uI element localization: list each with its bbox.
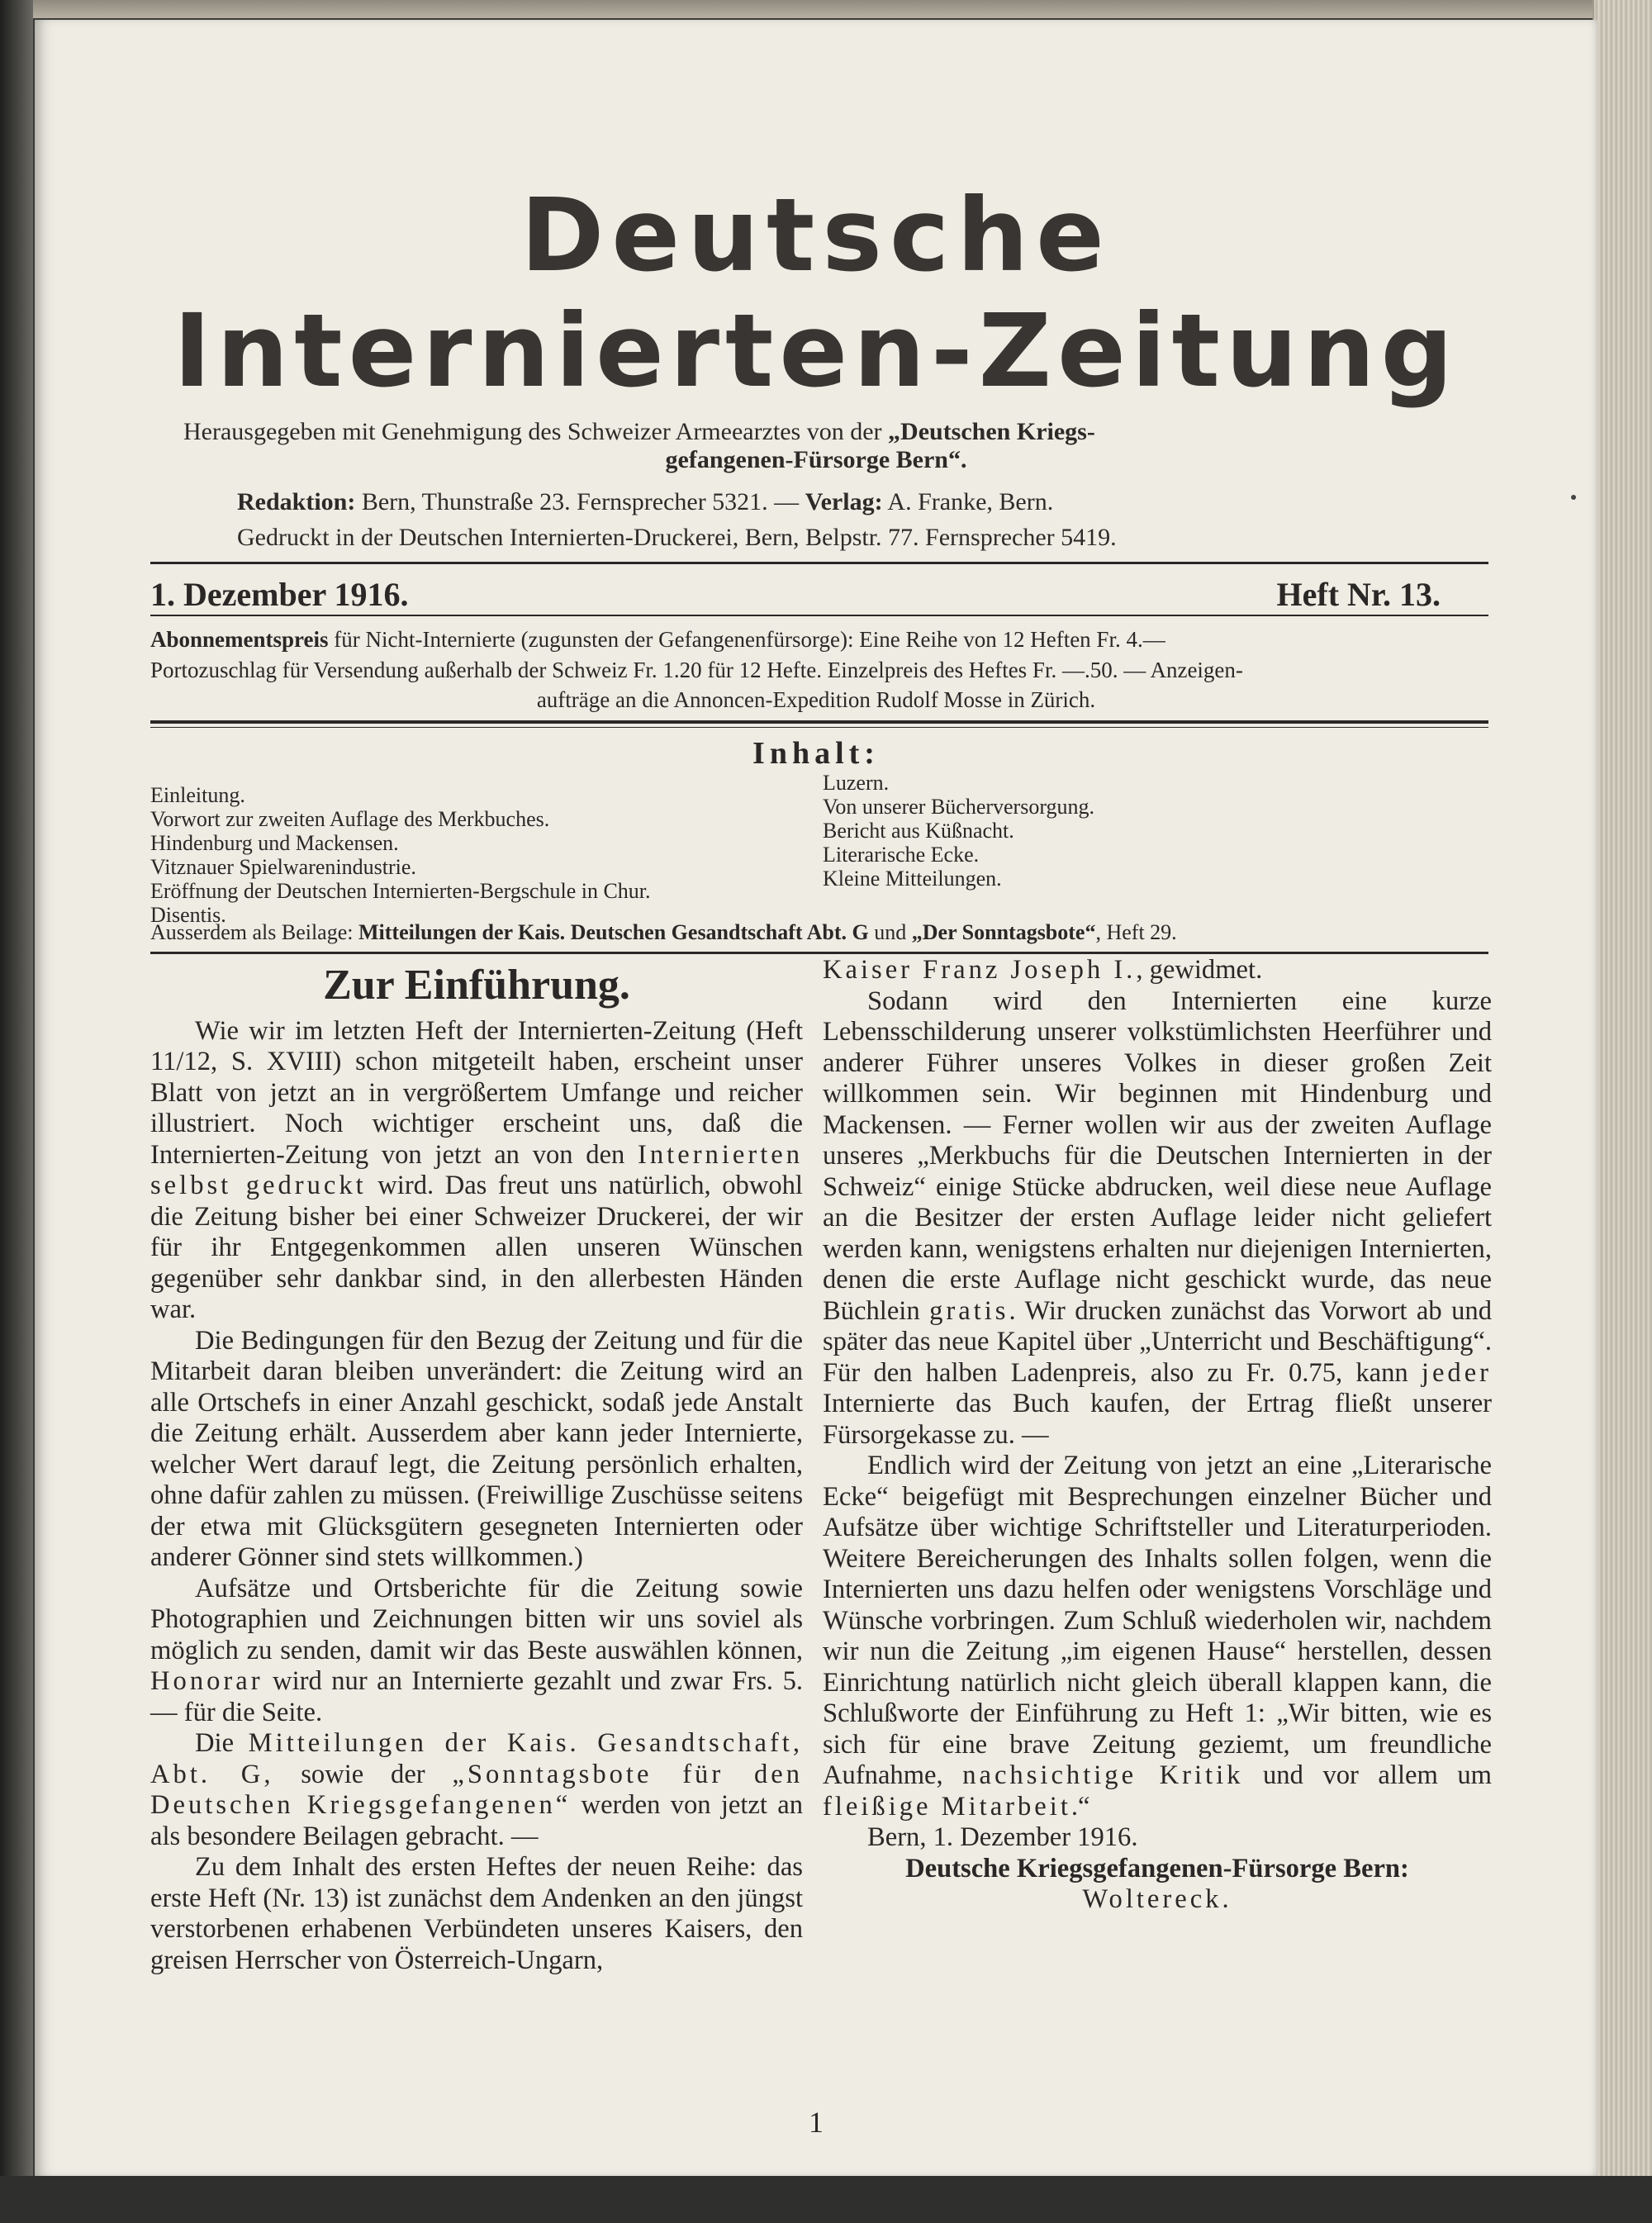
article-paragraph — [150, 1728, 803, 1852]
subscription-line2: Portozuschlag für Versendung außerhalb der Schweiz Fr. 1.20 für 12 Hefte. Einzelpreis des Heftes Fr. —.50. — Anzeigen- — [150, 658, 1243, 682]
supplement-line — [150, 920, 1177, 944]
toc-item: Eröffnung der Deutschen Internierten-Bergschule in Chur. — [150, 879, 651, 903]
publisher-line2: gefangenen-Fürsorge Bern“. — [665, 446, 967, 473]
article-dateline: Bern, 1. Dezember 1916. — [867, 1822, 1138, 1852]
book-top-edge — [0, 0, 1652, 18]
rule-contents-top — [150, 720, 1488, 724]
article-title: Zur Einführung. — [323, 962, 630, 1009]
text: Internierte das Buch kaufen, der Ertrag fließt unserer Fürsorgekasse zu. — — [823, 1389, 1492, 1450]
publisher-text: Herausgegeben mit Genehmigung des Schweizer Armeearztes von der — [183, 418, 889, 445]
emphasis: Honorar — [150, 1666, 263, 1696]
article-paragraph: Zu dem Inhalt des ersten Heftes der neuen Reihe: das erste Heft (Nr. 13) ist zunächst dem Andenken an den jüngst verstorbenen erhabenen Verbündeten unseres Kaisers, den greisen Herrscher von Österreich-Ungarn, — [150, 1852, 803, 1975]
page-number: 1 — [809, 2106, 824, 2139]
toc-item: Literarische Ecke. — [823, 843, 980, 867]
emphasis: Kaiser Franz Joseph I. — [823, 955, 1137, 985]
emphasis: Internierten selbst gedruckt — [150, 1139, 803, 1200]
text: wird. Das freut uns natürlich, obwohl die Zeitung bisher bei einer Schweizer Druckerei, der wir für ihr Entgegenkommen allen unseren Wünschen gegenüber sehr dankbar sind, in den allerbesten Händen war. — [150, 1171, 803, 1324]
toc-item: Einleitung. — [150, 783, 245, 807]
issue-number: Heft Nr. 13. — [1276, 576, 1441, 613]
emphasis: nachsichtige Kritik — [962, 1760, 1244, 1790]
text: Aufsätze und Ortsberichte für die Zeitung sowie Photographien und Zeichnungen bitten wir uns soviel als möglich zu senden, damit wir das Beste auswählen können, — [150, 1573, 803, 1665]
supplement-title2: „Der Sonntagsbote“ — [911, 920, 1096, 944]
verlag-text: A. Franke, Bern. — [882, 488, 1054, 515]
editorial-line — [237, 488, 1053, 516]
text: .“ — [1070, 1791, 1090, 1822]
printer-line: Gedruckt in der Deutschen Internierten-Druckerei, Bern, Belpstr. 77. Fernsprecher 5419. — [237, 524, 1117, 551]
publisher-org: „Deutschen Kriegs- — [888, 418, 1095, 445]
subscription-line3: aufträge an die Annoncen-Expedition Rudolf Mosse in Zürich. — [536, 687, 1096, 712]
text: Die — [195, 1728, 249, 1758]
toc-item: Vitznauer Spielwarenindustrie. — [150, 855, 416, 879]
masthead-line1: Deutsche — [520, 177, 1112, 294]
contents-heading: Inhalt: — [752, 736, 880, 771]
toc-item: Luzern. — [823, 771, 890, 795]
subscription-line1 — [150, 627, 1488, 653]
emphasis: jeder — [1421, 1357, 1492, 1388]
text: wird nur an Internierte gezahlt und zwar Frs. 5.— für die Seite. — [150, 1666, 803, 1727]
supplement-title1: Mitteilungen der Kais. Deutschen Gesandtschaft Abt. G — [358, 920, 869, 944]
supplement-and: und — [868, 920, 912, 944]
article-paragraph — [823, 1451, 1492, 1822]
toc-item: Von unserer Bücherversorgung. — [823, 795, 1095, 819]
redaktion-label: Redaktion: — [237, 488, 356, 515]
text: Endlich wird der Zeitung von jetzt an eine „Literarische Ecke“ beigefügt mit Besprechungen einzelner Bücher und Aufsätze über wichtige Schriftsteller und Literaturperioden. Weitere Bereicherungen des Inhalts sollen folgen, wenn die Internierten uns dazu helfen oder wenigstens Vorschläge und Wünsche vorbringen. Zum Schluß wiederholen wir, nachdem wir nun die Zeitung „im eigenen Hause“ herstellen, dessen Einrichtung natürlich nicht gleich überall klappen kann, die Schlußworte der Einführung zu Heft 1: „Wir bitten, wie es sich für eine brave Zeitung geziemt, um freundliche Aufnahme, — [823, 1451, 1492, 1790]
toc-item: Disentis. — [150, 903, 226, 927]
emphasis: „Sonntagsbote für den Deutschen Kriegsgefangenen“ — [150, 1759, 803, 1820]
article-column-right — [823, 955, 1492, 1916]
signature-org: Deutsche Kriegsgefangenen-Fürsorge Bern: — [905, 1853, 1409, 1883]
book-bottom-edge — [0, 2176, 1652, 2223]
text: sowie der — [273, 1759, 453, 1789]
article-paragraph — [823, 955, 1492, 986]
book-spine-shadow — [0, 0, 33, 2223]
text: Sodann wird den Internierten eine kurze Lebensschilderung unserer volkstümlichsten Heerführer und anderer Führer unseres Volkes in dieser großen Zeit willkommen sein. Wir beginnen mit Hindenburg und Mackensen. — Ferner wollen wir aus der zweiten Auflage unseres „Merkbuchs für die Deutschen Internierten in der Schweiz“ einige Stücke abdrucken, weil diese neue Auflage an die Besitzer der ersten Auflage leider nicht geliefert werden kann, wenigstens erhalten nur diejenigen Internierten, denen die erste Auflage nicht geschickt wurde, das neue Büchlein — [823, 986, 1492, 1326]
rule-date — [150, 615, 1488, 616]
text: werden von jetzt an als besondere Beilagen gebracht. — — [150, 1790, 804, 1851]
article-paragraph — [150, 1016, 803, 1326]
publisher-line1 — [183, 418, 1095, 446]
text: und vor allem um — [1243, 1760, 1492, 1790]
article-paragraph — [823, 986, 1492, 1451]
issue-date: 1. Dezember 1916. — [150, 576, 409, 613]
rule-contents-bottom — [150, 952, 1488, 954]
speck — [1571, 495, 1576, 500]
masthead-line2: Internierten-Zeitung — [173, 292, 1459, 410]
emphasis: fleißige Mitarbeit — [823, 1791, 1071, 1822]
newspaper-page — [35, 20, 1597, 2176]
signature-name: Woltereck. — [1082, 1884, 1232, 1914]
supplement-issue: , Heft 29. — [1095, 920, 1177, 944]
article-paragraph — [150, 1574, 803, 1729]
redaktion-text: Bern, Thunstraße 23. Fernsprecher 5321. — — [355, 488, 805, 515]
toc-item: Hindenburg und Mackensen. — [150, 831, 399, 855]
subscription-text1: für Nicht-Internierte (zugunsten der Gefangenenfürsorge): Eine Reihe von 12 Heften Fr. 4.— — [328, 627, 1165, 652]
article-paragraph: Die Bedingungen für den Bezug der Zeitung und für die Mitarbeit daran bleiben unverändert: die Zeitung wird an alle Ortschefs in einer Anzahl geschickt, sodaß jede Anstalt die Zeitung erhält. Ausserdem aber kann jeder Internierte, welcher Wert darauf legt, die Zeitung persönlich erhalten, ohne dafür zahlen zu müssen. (Freiwillige Zuschüsse seitens der etwa mit Glücksgütern gesegneten Internierten oder anderer Gönner sind stets willkommen.) — [150, 1325, 803, 1572]
verlag-label: Verlag: — [805, 488, 883, 515]
page-stack-edge — [1593, 0, 1652, 2223]
rule-contents-top2 — [150, 727, 1488, 728]
subscription-label: Abonnementspreis — [150, 627, 329, 652]
rule-top — [150, 562, 1488, 564]
article-column-left — [150, 962, 804, 1976]
text: Wie wir im letzten Heft der Internierten-Zeitung (Heft 11/12, S. XVIII) schon mitgeteilt haben, erscheint unser Blatt von jetzt an in vergrößertem Umfange und reicher illustriert. Noch wichtiger erscheint uns, daß die Internierten-Zeitung von jetzt an von den — [150, 1015, 803, 1170]
toc-item: Bericht aus Küßnacht. — [823, 819, 1014, 843]
contents-left-list — [150, 783, 651, 927]
supplement-text: Ausserdem als Beilage: — [150, 920, 358, 944]
emphasis: Mitteilungen der Kais. Gesandtschaft, Abt. G, — [150, 1728, 803, 1789]
toc-item: Vorwort zur zweiten Auflage des Merkbuches. — [150, 807, 550, 831]
text: . Wir drucken zunächst das Vorwort ab und später das neue Kapitel über „Unterricht und Beschäftigung“. Für den halben Ladenpreis, also zu Fr. 0.75, kann — [823, 1295, 1492, 1388]
emphasis: gratis — [929, 1295, 1009, 1326]
toc-item: Kleine Mitteilungen. — [823, 867, 1002, 891]
text: , gewidmet. — [1136, 955, 1263, 985]
contents-right-list — [823, 771, 1094, 891]
